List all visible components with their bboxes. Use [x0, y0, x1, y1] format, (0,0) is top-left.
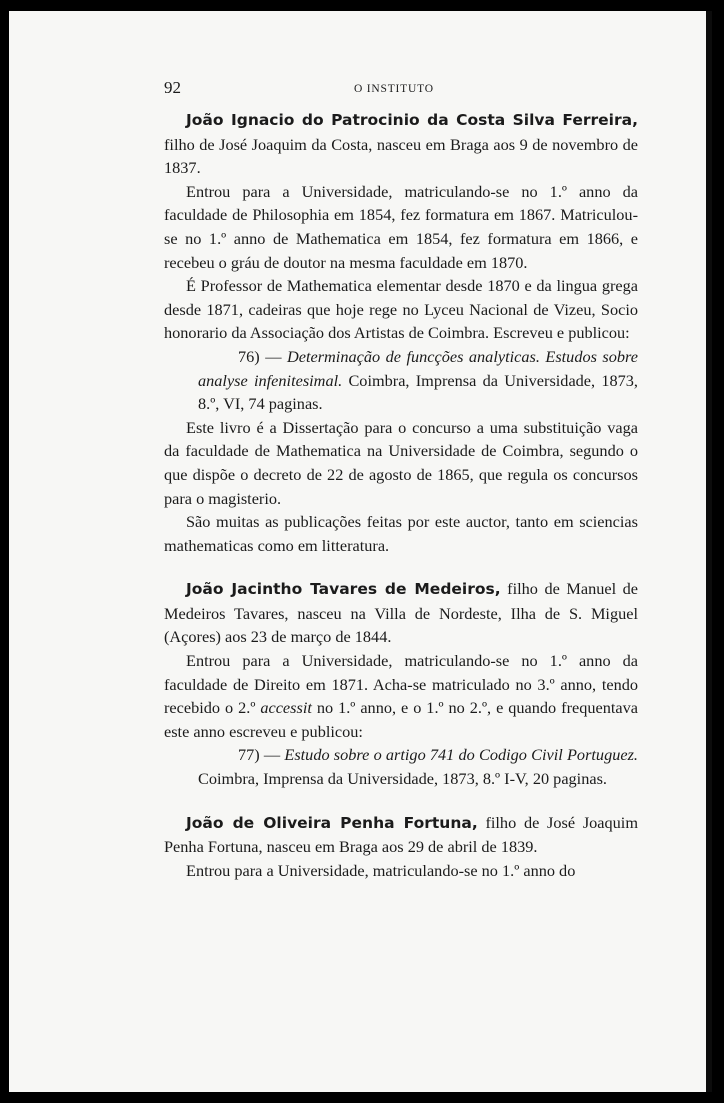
entry-1-name: João Ignacio do Patrocinio da Costa Silva Ferreira, [186, 111, 638, 129]
entry-2-work-title: Estudo sobre o artigo 741 do Codigo Civil Portuguez. [284, 745, 638, 765]
entry-2-intro [164, 577, 638, 649]
entry-1-paragraph-2: É Professor de Mathematica elementar desde 1870 e da lingua grega desde 1871, cadeiras que hoje rege no Lyceu Nacional de Vizeu, Socio honorario da Associação dos Artistas de Coimbra. Escreveu e publicou: [164, 276, 638, 343]
entry-separator [164, 791, 638, 811]
entry-separator [164, 557, 638, 577]
entry-1-work-title: Determinação de funcções analyticas. Estudos sobre analyse infenitesimal. [198, 346, 639, 390]
entry-2-intro-text: filho de Manuel de Medeiros Tavares, nasceu na Villa de Nordeste, Ilha de S. Miguel (Açores) aos 23 de março de 1844. [164, 579, 638, 647]
entry-2-work-number: 77) — [238, 745, 285, 765]
entry-1-publication [164, 345, 638, 416]
entry-1-work-details: Coimbra, Imprensa da Universidade, 1873, 8.º, VI, 74 paginas. [198, 370, 639, 414]
entry-3-intro [164, 811, 638, 859]
entry-2-publication [164, 743, 638, 790]
page-header [164, 76, 638, 100]
entry-2-paragraph-part-3: no 1.º anno, e o 1.º no 2.º, e quando frequentava este anno escreveu e publicou: [164, 698, 638, 741]
entry-2-paragraph-1 [164, 649, 638, 743]
entry-1-paragraph-3: Este livro é a Dissertação para o concurso a uma substituição vaga da faculdade de Mathematica na Universidade de Coimbra, segundo o que dispõe o decreto de 22 de agosto de 1865, que regula os concursos para o magisterio. [164, 417, 638, 508]
entry-1-intro [164, 108, 638, 180]
entry-1-paragraph-4: São muitas as publicações feitas por este auctor, tanto em sciencias mathematicas como em litteratura. [164, 512, 638, 555]
entry-3-paragraph-1: Entrou para a Universidade, matriculando-se no 1.º anno do [186, 860, 576, 880]
entry-2-work-details: Coimbra, Imprensa da Universidade, 1873, 8.º I-V, 20 paginas. [198, 769, 607, 789]
page-number: 92 [164, 78, 181, 97]
entry-1-intro-text: filho de José Joaquim da Costa, nasceu em Braga aos 9 de novembro de 1837. [164, 134, 638, 178]
page-edge-shadow [706, 11, 712, 1092]
entry-3-intro-text: filho de José Joaquim Penha Fortuna, nasceu em Braga aos 29 de abril de 1839. [164, 812, 638, 857]
entry-2-accessit: accessit [260, 698, 312, 718]
entry-2-name: João Jacintho Tavares de Medeiros, [186, 580, 501, 599]
entry-1-paragraph-1: Entrou para a Universidade, matriculando-se no 1.º anno da faculdade de Philosophia em 1854, fez formatura em 1867. Matriculou-se no 1.º anno de Mathematica em 1854, fez formatura em 1866, e recebeu o gráu de doutor na mesma faculdade em 1870. [164, 181, 638, 272]
entry-1-work-number: 76) — [238, 346, 287, 366]
page-text-block [164, 76, 638, 882]
entry-2-paragraph-part-1: Entrou para a Universidade, matriculando-se no 1.º anno da faculdade de Direito em 1871. Acha-se matriculado no 3.º anno, tendo recebido o 2.º [164, 651, 638, 718]
running-head: O INSTITUTO [354, 83, 434, 95]
entry-3-name: João de Oliveira Penha Fortuna, [186, 813, 478, 832]
